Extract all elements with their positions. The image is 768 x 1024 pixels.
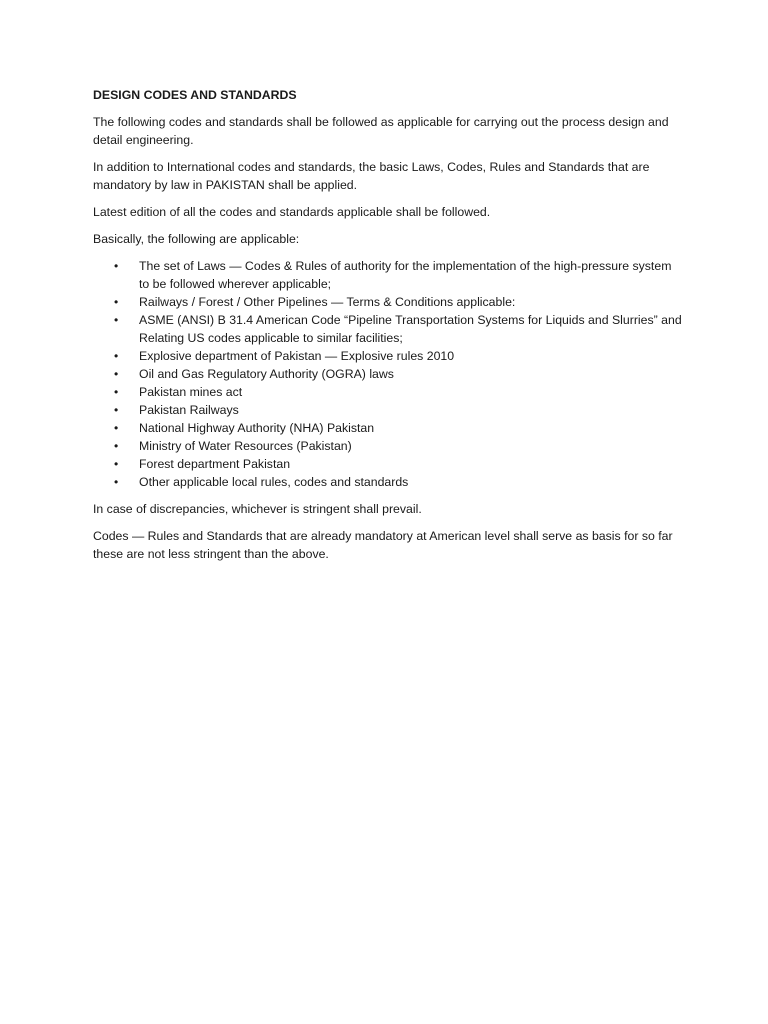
document-page [93, 86, 683, 572]
list-item-text: Oil and Gas Regulatory Authority (OGRA) laws [139, 367, 394, 381]
document-title: DESIGN CODES AND STANDARDS [93, 88, 297, 102]
list-item [93, 311, 683, 347]
bullet-icon: • [114, 367, 119, 381]
bullet-icon: • [114, 295, 119, 309]
list-item [93, 437, 683, 455]
list-item [93, 401, 683, 419]
list-item-text: Ministry of Water Resources (Pakistan) [139, 439, 352, 453]
closing-paragraph: Codes — Rules and Standards that are already mandatory at American level shall serve as basis for so far these are not less stringent than the above. [93, 529, 673, 561]
bullet-icon: • [114, 349, 119, 363]
list-item [93, 365, 683, 383]
list-item-text: National Highway Authority (NHA) Pakistan [139, 421, 375, 435]
applicable-codes-list [93, 257, 683, 491]
intro-paragraph: Latest edition of all the codes and standards applicable shall be followed. [93, 205, 491, 219]
list-item [93, 419, 683, 437]
bullet-icon: • [114, 439, 119, 453]
list-item-text: Explosive department of Pakistan — Explosive rules 2010 [139, 349, 455, 363]
list-item-text: Other applicable local rules, codes and standards [139, 475, 409, 489]
bullet-icon: • [114, 475, 119, 489]
list-item [93, 383, 683, 401]
bullet-icon: • [114, 385, 119, 399]
intro-paragraph: In addition to International codes and standards, the basic Laws, Codes, Rules and Standards that are mandatory by law in PAKISTAN shall be applied. [93, 160, 650, 192]
bullet-icon: • [114, 421, 119, 435]
list-item [93, 257, 683, 293]
list-item-text: Forest department Pakistan [139, 457, 291, 471]
closing-paragraph: In case of discrepancies, whichever is stringent shall prevail. [93, 502, 422, 516]
list-item-text: Railways / Forest / Other Pipelines — Terms & Conditions applicable: [139, 295, 516, 309]
intro-paragraph: Basically, the following are applicable: [93, 232, 300, 246]
bullet-icon: • [114, 259, 119, 273]
bullet-icon: • [114, 457, 119, 471]
bullet-icon: • [114, 403, 119, 417]
list-item-text: ASME (ANSI) B 31.4 American Code “Pipeline Transportation Systems for Liquids and Slurries” and Relating US codes applicable to similar facilities; [139, 313, 682, 345]
list-item-text: Pakistan Railways [139, 403, 239, 417]
bullet-icon: • [114, 313, 119, 327]
list-item [93, 347, 683, 365]
list-item-text: The set of Laws — Codes & Rules of authority for the implementation of the high-pressure system to be followed wherever applicable; [139, 259, 672, 291]
list-item [93, 473, 683, 491]
list-item-text: Pakistan mines act [139, 385, 243, 399]
intro-paragraph: The following codes and standards shall be followed as applicable for carrying out the process design and detail engineering. [93, 115, 669, 147]
list-item [93, 455, 683, 473]
list-item [93, 293, 683, 311]
